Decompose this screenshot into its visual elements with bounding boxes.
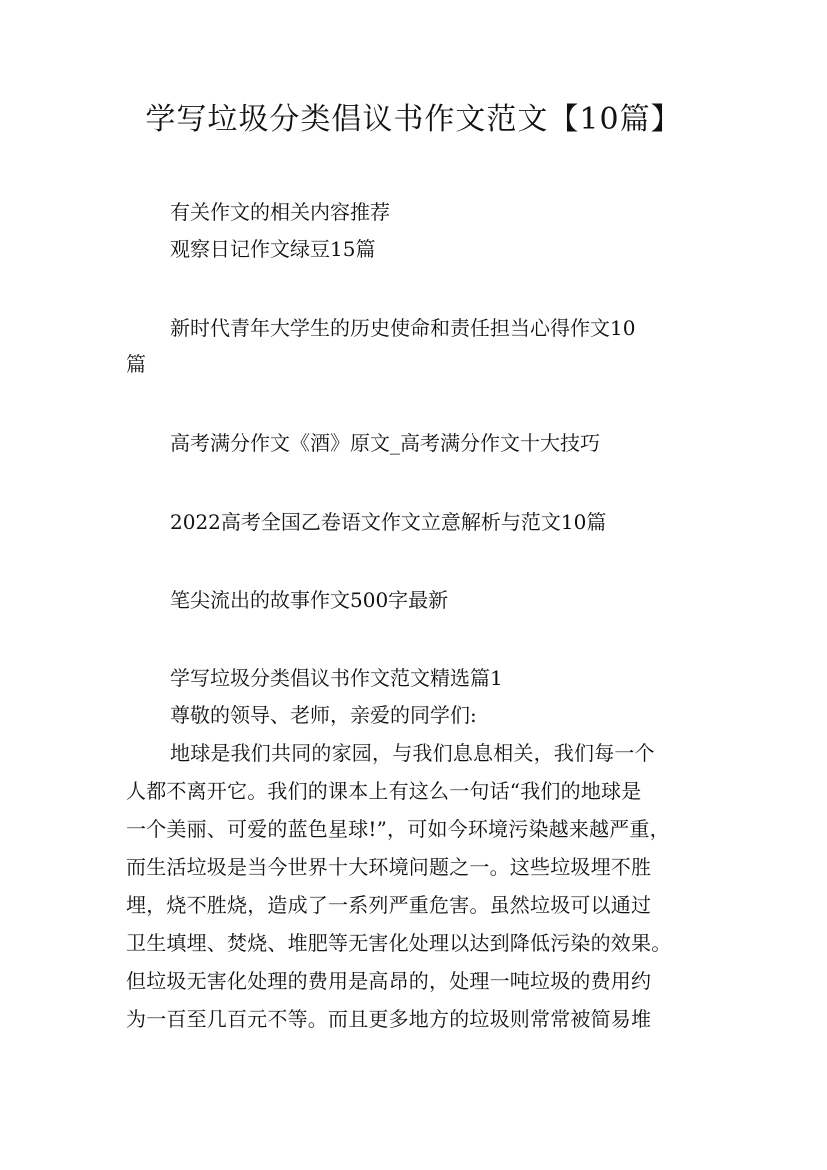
related-link-3[interactable]: 高考满分作文《酒》原文_高考满分作文十大技巧	[170, 431, 600, 455]
body-line: 而生活垃圾是当今世界十大环境问题之一。这些垃圾埋不胜	[126, 855, 652, 879]
related-link-4[interactable]: 2022高考全国乙卷语文作文立意解析与范文10篇	[170, 510, 607, 534]
body-line: 为一百至几百元不等。而且更多地方的垃圾则常常被简易堆	[126, 1007, 652, 1031]
body-line: 人都不离开它。我们的课本上有这么一句话“我们的地球是	[126, 779, 642, 803]
related-link-5[interactable]: 笔尖流出的故事作文500字最新	[170, 588, 449, 612]
related-link-1[interactable]: 观察日记作文绿豆15篇	[170, 237, 376, 261]
article-subtitle: 学写垃圾分类倡议书作文范文精选篇1	[170, 666, 503, 690]
body-line: 但垃圾无害化处理的费用是高昂的，处理一吨垃圾的费用约	[126, 969, 652, 993]
related-heading: 有关作文的相关内容推荐	[170, 200, 390, 224]
body-line: 一个美丽、可爱的蓝色星球!”，可如今环境污染越来越严重，	[126, 817, 670, 841]
related-link-2[interactable]: 新时代青年大学生的历史使命和责任担当心得作文10	[170, 316, 636, 340]
body-line: 地球是我们共同的家园，与我们息息相关，我们每一个	[170, 741, 655, 765]
article-salutation: 尊敬的领导、老师，亲爱的同学们:	[170, 703, 477, 727]
related-link-2-continuation[interactable]: 篇	[126, 352, 146, 376]
body-line: 埋，烧不胜烧，造成了一系列严重危害。虽然垃圾可以通过	[126, 893, 652, 917]
document-title: 学写垃圾分类倡议书作文范文【10篇】	[145, 102, 682, 137]
body-line: 卫生填埋、焚烧、堆肥等无害化处理以达到降低污染的效果。	[126, 931, 672, 955]
